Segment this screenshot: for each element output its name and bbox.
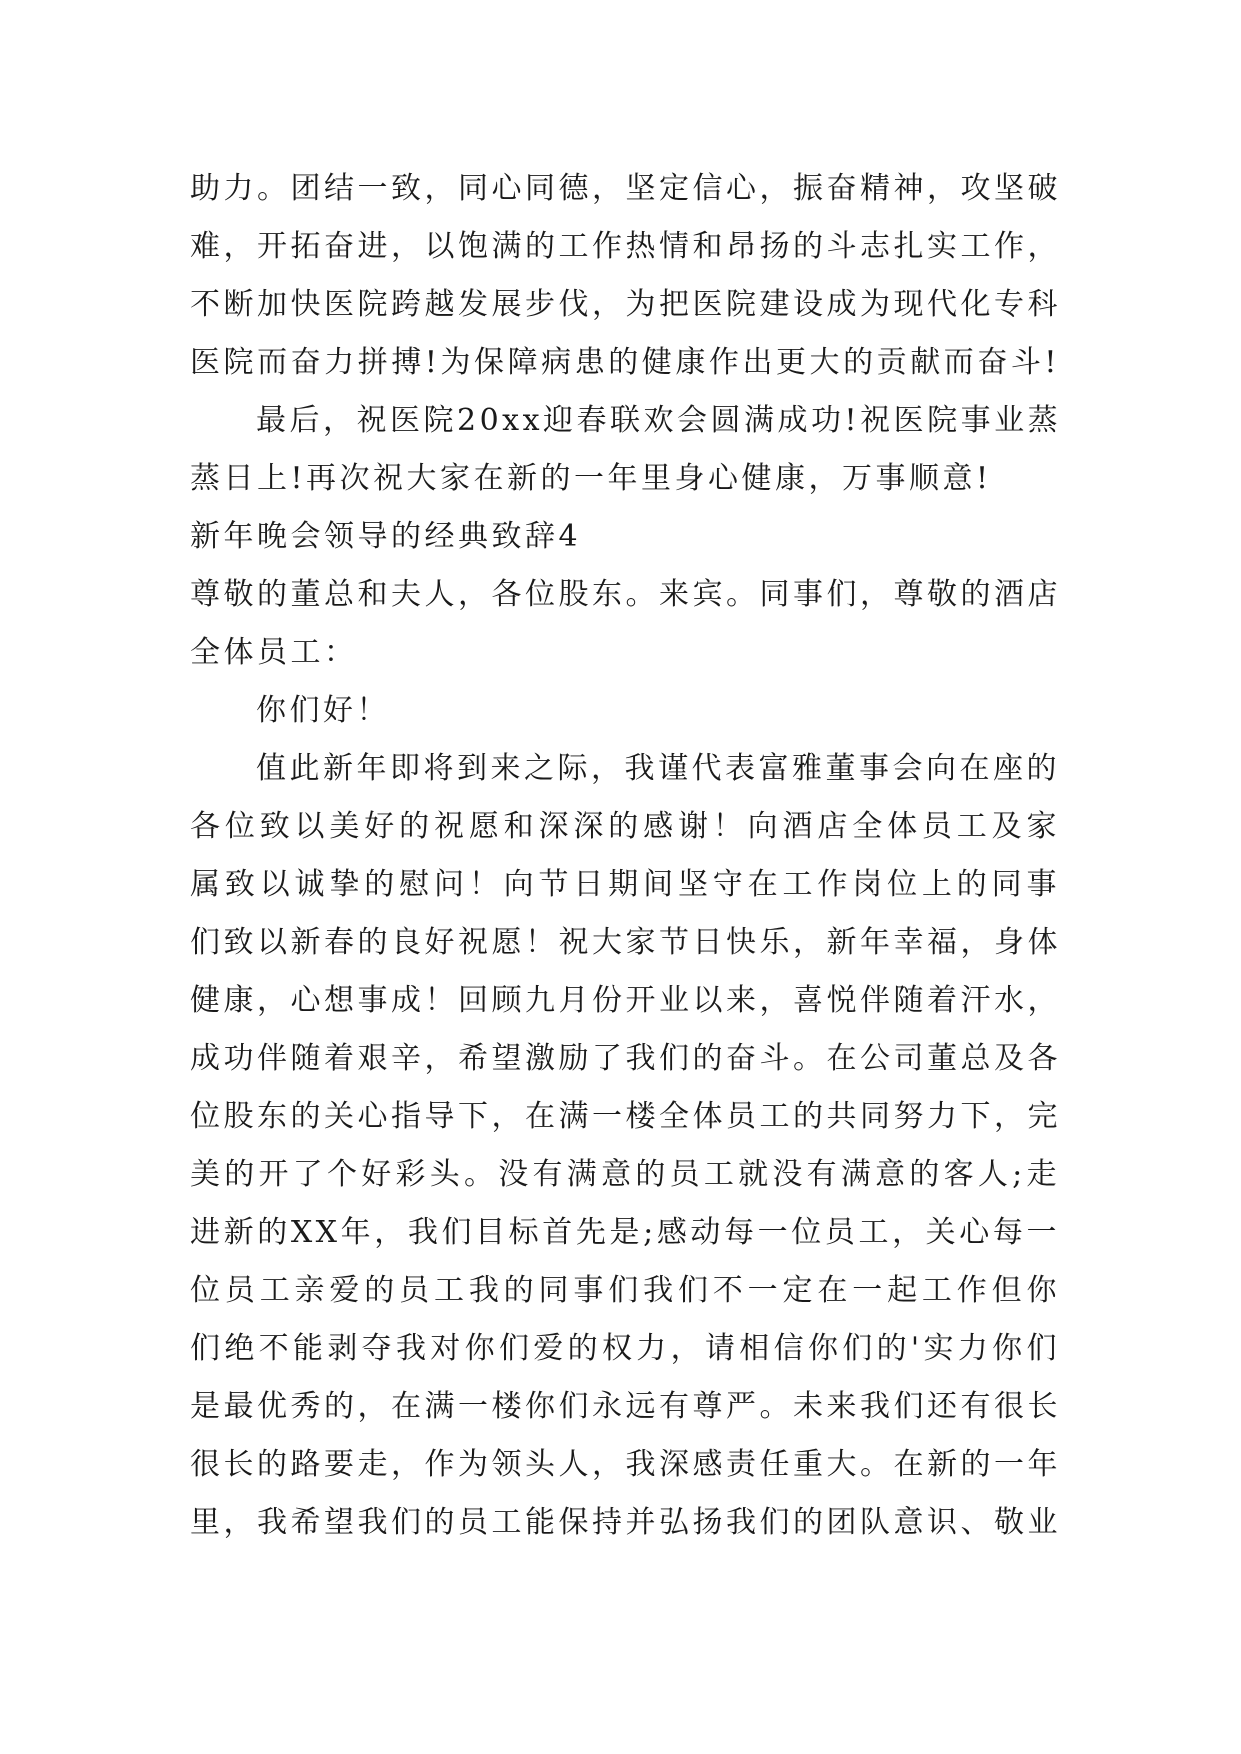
- text-line: 值此新年即将到来之际，我谨代表富雅董事会向在座的: [256, 751, 1060, 786]
- text-line: 新年晚会领导的经典致辞4: [190, 519, 582, 554]
- text-line: 们绝不能剥夺我对你们爱的权力，请相信你们的'实力你们: [190, 1331, 1060, 1366]
- text-line: 蒸日上!再次祝大家在新的一年里身心健康，万事顺意!: [190, 461, 992, 496]
- text-line: 位股东的关心指导下，在满一楼全体员工的共同努力下，完: [190, 1099, 1061, 1134]
- text-line: 不断加快医院跨越发展步伐，为把医院建设成为现代化专科: [190, 287, 1061, 322]
- text-line: 助力。团结一致，同心同德，坚定信心，振奋精神，攻坚破: [190, 171, 1061, 206]
- text-line: 里，我希望我们的员工能保持并弘扬我们的团队意识、敬业: [190, 1505, 1061, 1540]
- text-line: 们致以新春的良好祝愿！祝大家节日快乐，新年幸福，身体: [190, 925, 1061, 960]
- text-line: 最后，祝医院20xx迎春联欢会圆满成功!祝医院事业蒸: [256, 403, 1062, 438]
- text-line: 美的开了个好彩头。没有满意的员工就没有满意的客人;走: [190, 1157, 1060, 1192]
- text-line: 位员工亲爱的员工我的同事们我们不一定在一起工作但你: [190, 1273, 1060, 1308]
- text-line: 是最优秀的，在满一楼你们永远有尊严。未来我们还有很长: [190, 1389, 1061, 1424]
- text-line: 进新的XX年，我们目标首先是;感动每一位员工，关心每一: [190, 1215, 1060, 1250]
- text-line: 属致以诚挚的慰问！向节日期间坚守在工作岗位上的同事: [190, 867, 1060, 902]
- text-line: 难，开拓奋进，以饱满的工作热情和昂扬的斗志扎实工作，: [190, 229, 1061, 264]
- text-line: 全体员工：: [190, 635, 358, 670]
- text-line: 各位致以美好的祝愿和深深的感谢！向酒店全体员工及家: [190, 809, 1060, 844]
- text-line: 很长的路要走，作为领头人，我深感责任重大。在新的一年: [190, 1447, 1061, 1482]
- text-line: 医院而奋力拼搏!为保障病患的健康作出更大的贡献而奋斗!: [190, 345, 1060, 380]
- text-line: 尊敬的董总和夫人，各位股东。来宾。同事们，尊敬的酒店: [190, 577, 1061, 612]
- text-line: 你们好！: [256, 693, 390, 728]
- document-body: [190, 160, 1060, 1552]
- text-line: 健康，心想事成！回顾九月份开业以来，喜悦伴随着汗水，: [190, 983, 1061, 1018]
- text-line: 成功伴随着艰辛，希望激励了我们的奋斗。在公司董总及各: [190, 1041, 1061, 1076]
